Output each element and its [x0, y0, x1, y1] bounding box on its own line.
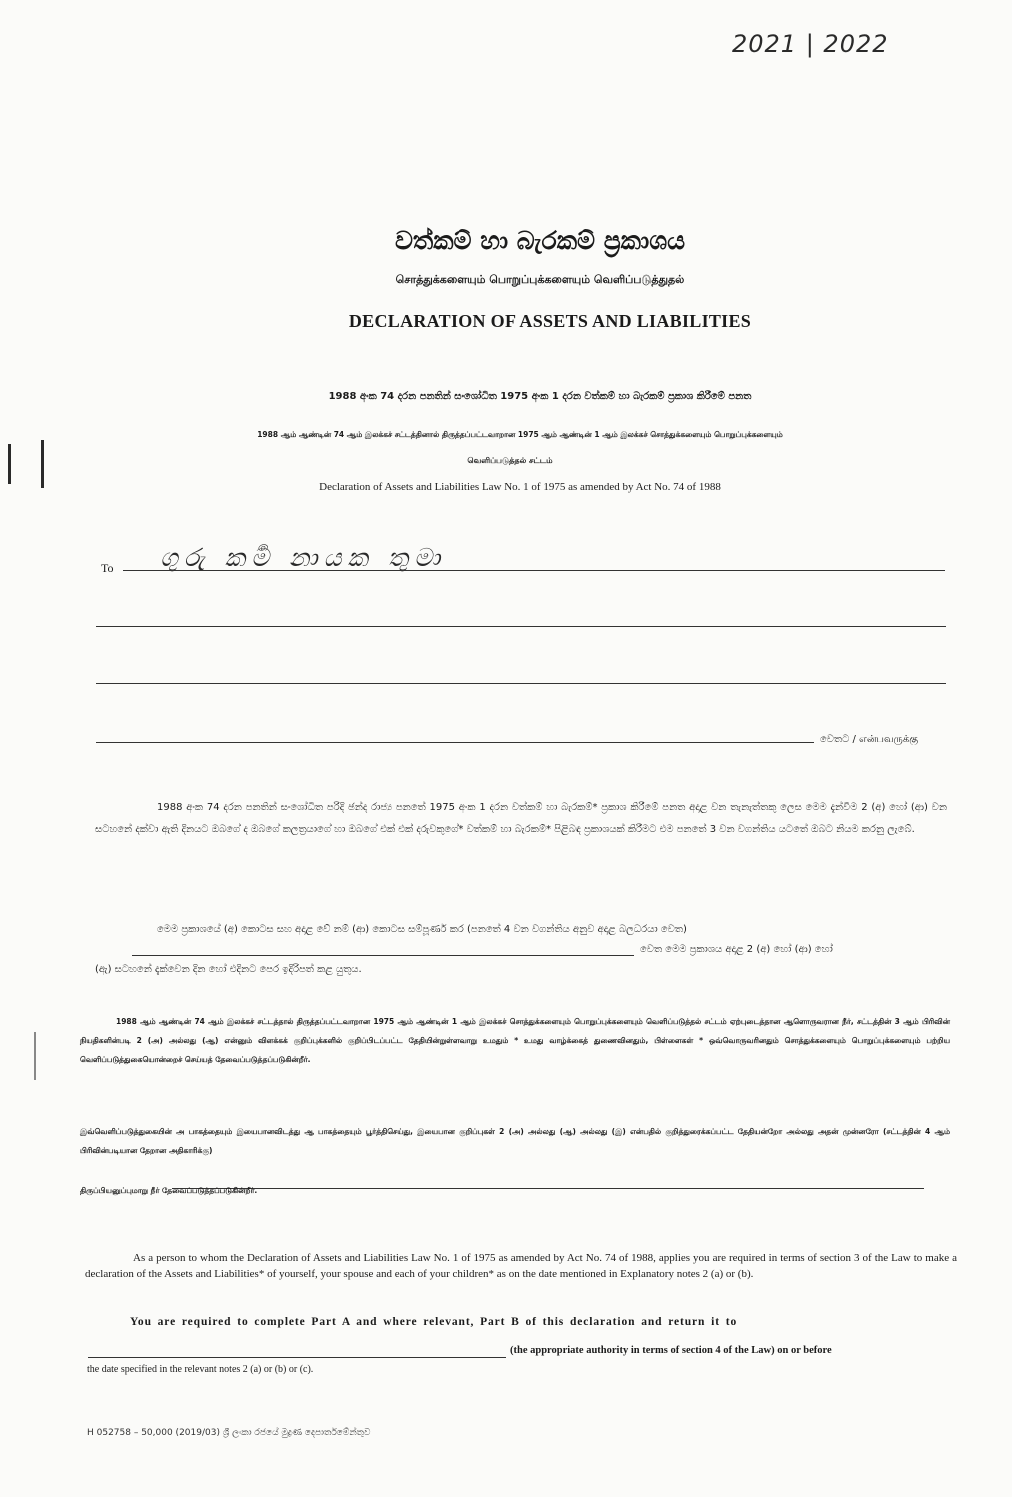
sinhala-paragraph-2a: මෙම ප්‍රකාශයේ (අ) කොටස සහ අදාළ වේ නම් (ආ) කොටස සම්පූර්ණ කර (පනතේ 4 වන වගන්තිය අනුව අදාළ බලධරයා වෙත)	[157, 924, 687, 935]
authority-line-tamil	[172, 1188, 924, 1189]
english-paragraph-1: As a person to whom the Declaration of Assets and Liabilities Law No. 1 of 1975 as amended by Act No. 74 of 1988, applies you are required in terms of section 3 of the Law to make a declaration of the Assets and Liabilities* of yourself, your spouse and each of your children* as on the date mentioned in Explanatory notes 2 (a) or (b).	[85, 1252, 957, 1280]
sinhala-paragraph-1: 1988 අංක 74 දරන පනතින් සංශෝධිත පරිදි ඡන්ද රාජ්‍ය පනතේ 1975 අංක 1 දරන වත්කම් හා බැරකම්* ප්‍රකාශ කිරීමේ පනත අදාළ වන තැනැත්තකු ලෙස මෙම දැන්වීම 2 (අ) හෝ (ආ) වන සටහනේ දක්වා ඇති දිනයට ඔබගේ ද ඔබගේ කලත්‍රයාගේ හා ඔබගේ එක් එක් දරුවකුගේ* වත්කම් හා බැරකම්* පිළිබඳ ප්‍රකාශයක් කිරීමට එම පනතේ 3 වන වගන්තිය යටතේ ඔබට නියම කරනු ලැබේ.	[95, 802, 947, 835]
law-reference-sinhala: 1988 අංක 74 දරන පනතින් සංශෝධිත 1975 අංක 1 දරන වත්කම් හා බැරකම් ප්‍රකාශ කිරීමේ පනත	[328, 391, 752, 402]
english-paragraph-2c: the date specified in the relevant notes 2 (a) or (b) or (c).	[87, 1364, 314, 1375]
english-paragraph-2a: You are required to complete Part A and where relevant, Part B of this declaration and return it to	[130, 1316, 738, 1328]
english-paragraph-2b: (the appropriate authority in terms of section 4 of the Law) on or before	[510, 1345, 832, 1356]
address-line-4	[96, 742, 814, 743]
title-sinhala: වත්කම් හා බැරකම් ප්‍රකාශය	[394, 226, 686, 255]
to-label: To	[101, 561, 114, 575]
margin-mark	[41, 440, 44, 488]
sinhala-paragraph-2c: (ඇ) සටහනේ දැක්වෙන දින හෝ එදිනට පෙර ඉදිරිපත් කළ යුතුය.	[95, 964, 362, 975]
print-footer: H 052758 – 50,000 (2019/03) ශ්‍රී ලංකා රජයේ මුද්‍රණ දෙපාර්තමේන්තුව	[87, 1428, 371, 1438]
law-reference-english: Declaration of Assets and Liabilities Law No. 1 of 1975 as amended by Act No. 74 of 1988	[319, 481, 721, 493]
tamil-paragraph-2: இவ்வெளிப்படுத்துகையின் அ பாகத்தையும் இயைபானவிடத்து ஆ பாகத்தையும் பூர்த்திசெய்து, இயைபான குறிப்புகள் 2 (அ) அல்லது (ஆ) அல்லது (இ) என்பதில் குறித்துரைக்கப்பட்ட தேதியன்றோ அல்லது அதன் முன்னரோ (சட்டத்தின் 4 ஆம் பிரிவின்படியான தேறான அதிகாரிக்கு)	[80, 1127, 950, 1155]
title-english: DECLARATION OF ASSETS AND LIABILITIES	[348, 311, 752, 331]
tamil-paragraph-1: 1988 ஆம் ஆண்டின் 74 ஆம் இலக்கச் சட்டத்தால் திருத்தப்பட்டவாறான 1975 ஆம் ஆண்டின் 1 ஆம் இலக்கச் சொத்துக்களையும் பொறுப்புக்களையும் வெளிப்படுத்தல் சட்டம் ஏற்புடைத்தான ஆளொருவரான நீர், சட்டத்தின் 3 ஆம் பிரிவின் நியதிகளின்படி 2 (அ) அல்லது (ஆ) என்னும் விளக்கக் குறிப்புக்களில் குறிப்பிடப்பட்ட தேதியின்றுள்ளவாறு உமதும் * உமது வாழ்க்கைத் துணைவினதும், பிள்ளைகள் * ஒவ்வொருவரினதும் சொத்துக்களையும் பொறுப்புக்களையும் பற்றிய வெளிப்படுத்துகையொன்றைச் செய்யத் தேவைப்படுத்தப்படுகின்றீர்.	[80, 1017, 950, 1064]
margin-mark	[34, 1032, 36, 1080]
recipient-handwritten[interactable]: ගුරු කර්‍ම නායක තුමා	[160, 543, 447, 572]
tamil-paragraph-2-end: திருப்பியனுப்புமாறு நீர் தேவைப்படுத்தப்படுகின்றீர்.	[80, 1186, 258, 1195]
sinhala-paragraph-2b: වෙත මෙම ප්‍රකාශය අදාළ 2 (අ) හෝ (ආ) හෝ	[640, 944, 833, 955]
address-line-2	[96, 626, 946, 627]
margin-mark	[8, 444, 11, 484]
law-reference-tamil-2: வெளிப்படுத்தல் சட்டம்	[467, 456, 553, 465]
title-tamil: சொத்துக்களையும் பொறுப்புக்களையும் வெளிப்படுத்துதல்	[395, 273, 685, 286]
authority-line-english	[88, 1357, 506, 1358]
address-suffix: වෙතට / என்பவருக்கு	[820, 734, 919, 745]
handwritten-year: 2021 | 2022	[732, 30, 889, 58]
address-line-1	[123, 570, 945, 571]
address-line-3	[96, 683, 946, 684]
authority-line-sinhala	[132, 955, 634, 956]
law-reference-tamil-1: 1988 ஆம் ஆண்டின் 74 ஆம் இலக்கச் சட்டத்தினால் திருத்தப்பட்டவாறான 1975 ஆம் ஆண்டின் 1 ஆம் இலக்கச் சொத்துக்களையும் பொறுப்புக்களையும்	[257, 430, 783, 439]
